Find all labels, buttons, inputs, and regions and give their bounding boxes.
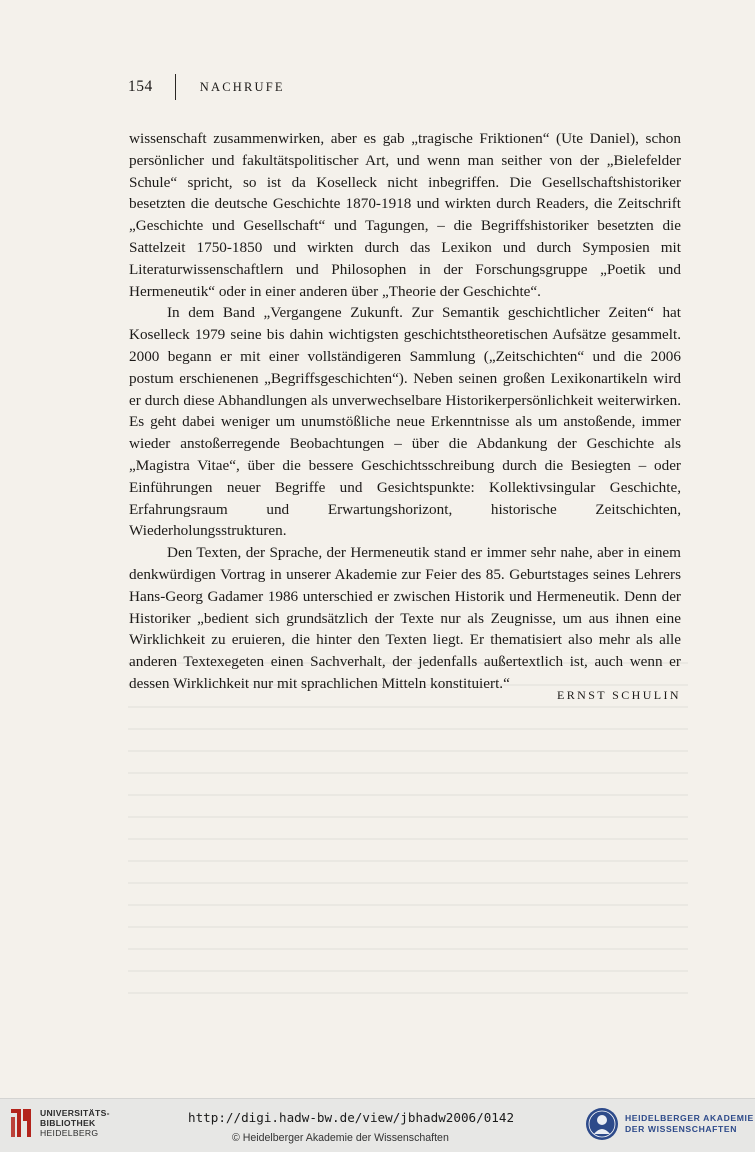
author-signature: ERNST SCHULIN xyxy=(557,688,681,702)
body-text xyxy=(129,128,681,695)
academy-seal-icon xyxy=(585,1107,619,1141)
library-name-line1: UNIVERSITÄTS- xyxy=(40,1108,110,1118)
permalink-url[interactable]: http://digi.hadw-bw.de/view/jbhadw2006/0142 xyxy=(188,1110,515,1125)
header-divider xyxy=(175,74,176,100)
viewer-footer xyxy=(0,1098,755,1152)
library-name-line2: BIBLIOTHEK xyxy=(40,1118,96,1128)
academy-logo[interactable] xyxy=(585,1107,754,1141)
university-library-logo[interactable] xyxy=(8,1107,110,1139)
academy-name xyxy=(625,1113,754,1135)
copyright-notice: © Heidelberger Akademie der Wissenschaften xyxy=(232,1132,449,1144)
page-number: 154 xyxy=(128,78,153,95)
academy-name-line2: DER WISSENSCHAFTEN xyxy=(625,1124,738,1134)
page-header xyxy=(128,76,285,98)
reverse-page-bleed-through xyxy=(128,650,688,1010)
paragraph: Den Texten, der Sprache, der Hermeneutik stand er immer sehr nahe, aber in einem denkwürdigen Vortrag in unserer Akademie zur Feier des 85. Geburtstages seines Lehrers Hans-Georg Gadamer 1986 unterschied er zwischen Historik und Hermeneutik. Denn der Historiker „bedient sich grundsätzlich der Texte nur als Zeugnisse, um aus ihnen eine Wirklichkeit zu eruieren, die hinter den Texten liegt. Er thematisiert also mehr als alle anderen Textexegeten einen Sachverhalt, der jedenfalls außertextlich ist, auch wenn er dessen Wirklichkeit nur mit sprachlichen Mitteln konstituiert.“ xyxy=(129,544,681,692)
academy-name-line1: HEIDELBERGER AKADEMIE xyxy=(625,1113,754,1123)
paragraph: wissenschaft zusammenwirken, aber es gab „tragische Friktionen“ (Ute Daniel), schon persönlicher und fakultätspolitischer Art, und wenn man seither von der „Bielefelder Schule“ spricht, so ist da Koselleck nicht inbegriffen. Die Gesellschaftshistoriker besetzten die deutsche Geschichte 1870-1918 und wirkten durch Readers, die Zeitschrift „Geschichte und Gesellschaft“ und Tagungen, – die Begriffshistoriker besetzten die Sattelzeit 1750-1850 und wirkten durch das Lexikon und durch Symposien mit Literaturwissenschaftlern und Philosophen in der Forschungsgruppe „Poetik und Hermeneutik“ oder in einer anderen über „Theorie der Geschichte“. xyxy=(129,130,681,300)
library-name xyxy=(40,1108,110,1138)
library-emblem-icon xyxy=(8,1107,34,1139)
paragraph: In dem Band „Vergangene Zukunft. Zur Semantik geschichtlicher Zeiten“ hat Koselleck 1979 seine bis dahin wichtigsten geschichtstheoretischen Aufsätze gesammelt. 2000 begann er mit einer vollständigeren Sammlung („Zeitschichten“ und die 2006 postum erschienenen „Begriffsgeschichten“). Neben seinen großen Lexikonartikeln wird er durch diese Abhandlungen als unverwechselbare Historikerpersönlichkeit weiterwirken. Es geht dabei weniger um unumstößliche neue Erkenntnisse als um anstoßende, immer wieder anstoßerregende Beobachtungen – über die Abdankung der Geschichte als „Magistra Vitae“, über die bessere Geschichtsschreibung durch die Besiegten – oder Einführungen neuer Begriffe und Gesichtspunkte: Kollektivsingular Geschichte, Erfahrungsraum und Erwartungshorizont, historische Zeitschichten, Wiederholungsstrukturen. xyxy=(129,304,681,540)
library-name-line3: HEIDELBERG xyxy=(40,1128,99,1138)
running-head: NACHRUFE xyxy=(199,79,285,94)
